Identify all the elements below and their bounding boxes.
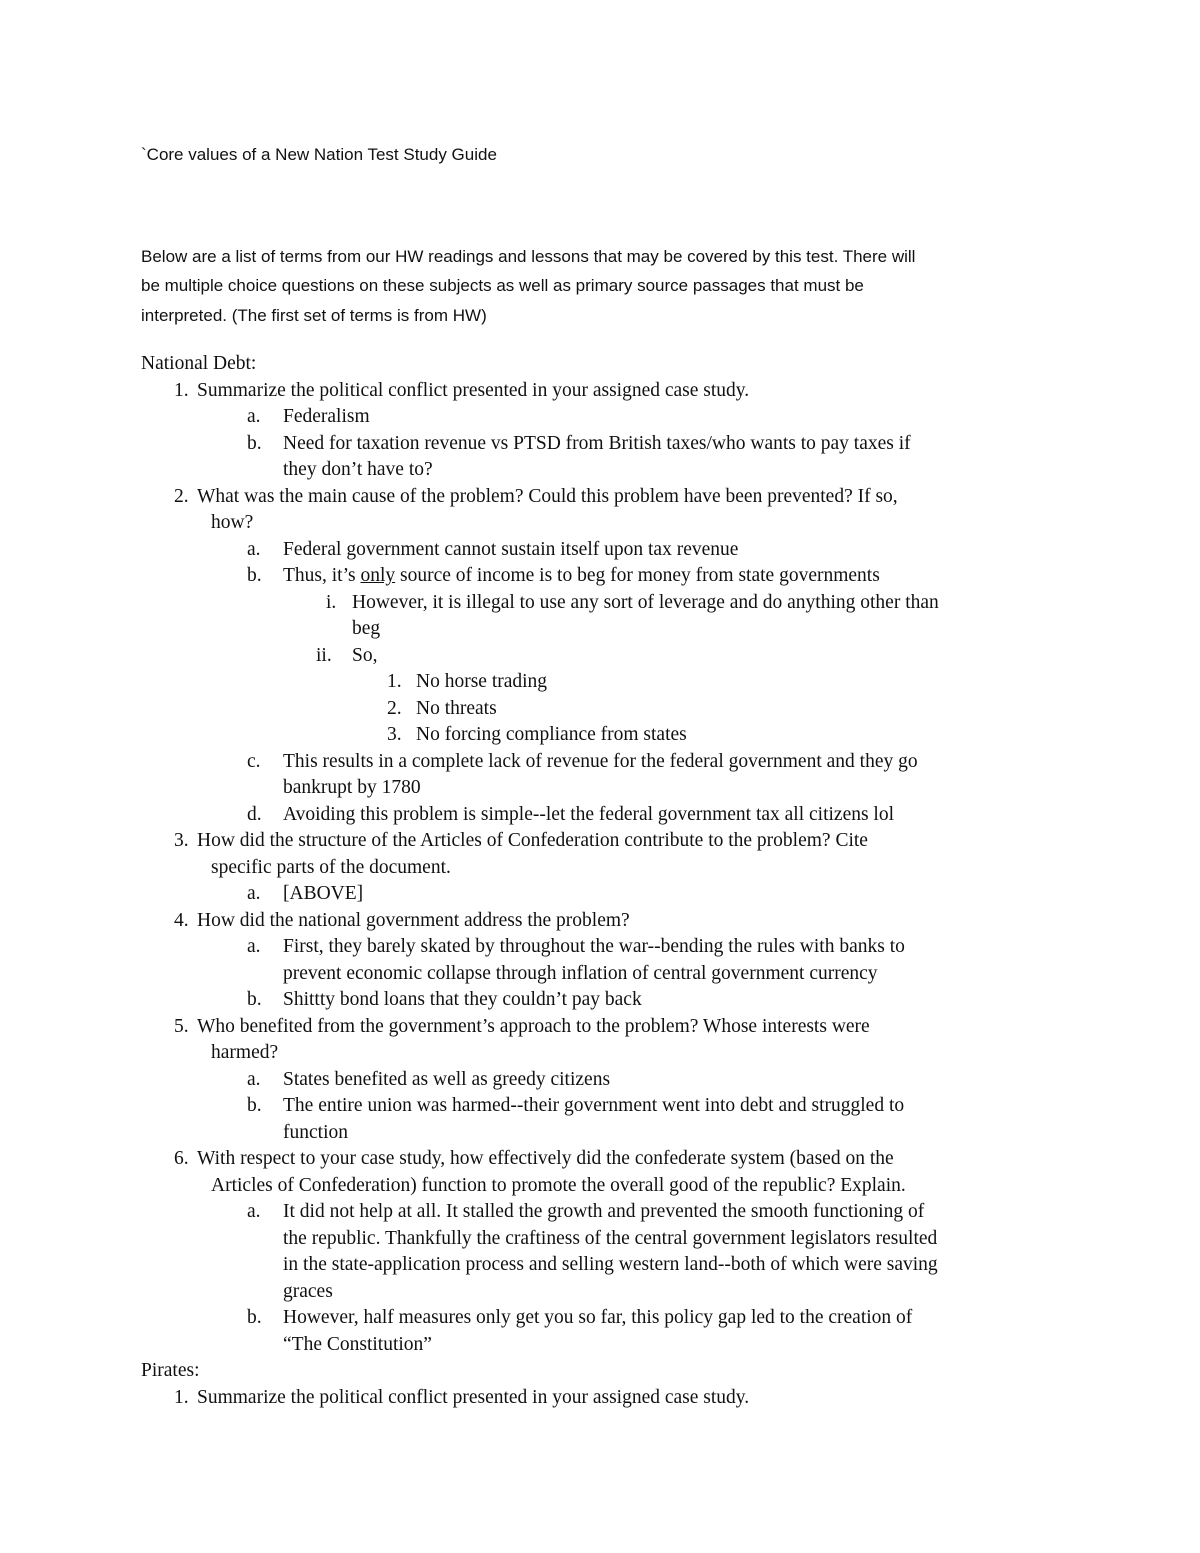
answer-text: function [283, 1122, 348, 1143]
answer-text: in the state-application process and selling western land--both of which were saving [283, 1254, 938, 1275]
list-marker: 3. [174, 830, 189, 851]
answer-text: No horse trading [416, 671, 548, 692]
answer-text [283, 563, 880, 589]
answer-text: Federal government cannot sustain itself upon tax revenue [283, 539, 739, 560]
list-marker: b. [247, 565, 262, 586]
question-1-text: Summarize the political conflict presented in your assigned case study. [197, 380, 750, 401]
list-marker: d. [247, 804, 262, 825]
answer-text: “The Constitution” [283, 1334, 432, 1355]
pirates-question-1-text: Summarize the political conflict presented in your assigned case study. [197, 1387, 750, 1408]
answer-text: The entire union was harmed--their government went into debt and struggled to [283, 1095, 905, 1116]
answer-text: No threats [416, 698, 497, 719]
question-5-text: Who benefited from the government’s approach to the problem? Whose interests were [197, 1016, 870, 1037]
answer-text: So, [352, 645, 378, 666]
answer-text: graces [283, 1281, 333, 1302]
list-marker: 1. [387, 671, 402, 692]
list-marker: 2. [174, 486, 189, 507]
answer-text: It did not help at all. It stalled the growth and prevented the smooth functioning of [283, 1201, 925, 1222]
list-marker: b. [247, 1307, 262, 1328]
list-marker: i. [326, 592, 337, 613]
list-marker: c. [247, 751, 261, 772]
list-marker: b. [247, 1095, 262, 1116]
list-marker: a. [247, 936, 261, 957]
question-3-text: specific parts of the document. [211, 857, 451, 878]
question-2-text: What was the main cause of the problem? Could this problem have been prevented? If so, [197, 486, 898, 507]
section-heading-pirates: Pirates: [141, 1360, 200, 1381]
list-marker: a. [247, 406, 261, 427]
list-marker: 3. [387, 724, 402, 745]
answer-text: Federalism [283, 406, 370, 427]
answer-text: First, they barely skated by throughout the war--bending the rules with banks to [283, 936, 905, 957]
intro-line-1: Below are a list of terms from our HW readings and lessons that may be covered by this test. There will [141, 247, 916, 266]
answer-text: prevent economic collapse through inflation of central government currency [283, 963, 878, 984]
question-6-text: Articles of Confederation) function to promote the overall good of the republic? Explain. [211, 1175, 906, 1196]
answer-text: This results in a complete lack of revenue for the federal government and they go [283, 751, 918, 772]
list-marker: 1. [174, 380, 189, 401]
answer-text: However, half measures only get you so far, this policy gap led to the creation of [283, 1307, 913, 1328]
document-title: `Core values of a New Nation Test Study Guide [141, 145, 497, 164]
list-marker: a. [247, 1069, 261, 1090]
answer-text: No forcing compliance from states [416, 724, 687, 745]
answer-text: Shittty bond loans that they couldn’t pay back [283, 989, 642, 1010]
list-marker: ii. [316, 645, 332, 666]
list-marker: 6. [174, 1148, 189, 1169]
answer-text: Need for taxation revenue vs PTSD from British taxes/who wants to pay taxes if [283, 433, 911, 454]
answer-text: However, it is illegal to use any sort of leverage and do anything other than [352, 592, 939, 613]
list-marker: a. [247, 883, 261, 904]
answer-text: they don’t have to? [283, 459, 433, 480]
question-3-text: How did the structure of the Articles of Confederation contribute to the problem? Cite [197, 830, 868, 851]
list-marker: b. [247, 989, 262, 1010]
answer-text-segment: Thus, it’s [283, 565, 361, 586]
list-marker: 5. [174, 1016, 189, 1037]
intro-line-3: interpreted. (The first set of terms is from HW) [141, 306, 487, 325]
list-marker: 4. [174, 910, 189, 931]
question-2-text: how? [211, 512, 254, 533]
question-6-text: With respect to your case study, how effectively did the confederate system (based on the [197, 1148, 894, 1169]
intro-line-2: be multiple choice questions on these subjects as well as primary source passages that must be [141, 276, 864, 295]
list-marker: a. [247, 1201, 261, 1222]
section-heading-national-debt: National Debt: [141, 353, 257, 374]
underlined-word: only [360, 565, 396, 586]
question-4-text: How did the national government address the problem? [197, 910, 630, 931]
answer-text: beg [352, 618, 381, 639]
answer-text: Avoiding this problem is simple--let the federal government tax all citizens lol [283, 804, 895, 825]
list-marker: 2. [387, 698, 402, 719]
list-marker: b. [247, 433, 262, 454]
list-marker: a. [247, 539, 261, 560]
answer-text: bankrupt by 1780 [283, 777, 421, 798]
answer-text: the republic. Thankfully the craftiness of the central government legislators resulted [283, 1228, 938, 1249]
answer-text: [ABOVE] [283, 883, 364, 904]
answer-text-segment: source of income is to beg for money from state governments [395, 565, 880, 586]
list-marker: 1. [174, 1387, 189, 1408]
answer-text: States benefited as well as greedy citizens [283, 1069, 611, 1090]
question-5-text: harmed? [211, 1042, 279, 1063]
